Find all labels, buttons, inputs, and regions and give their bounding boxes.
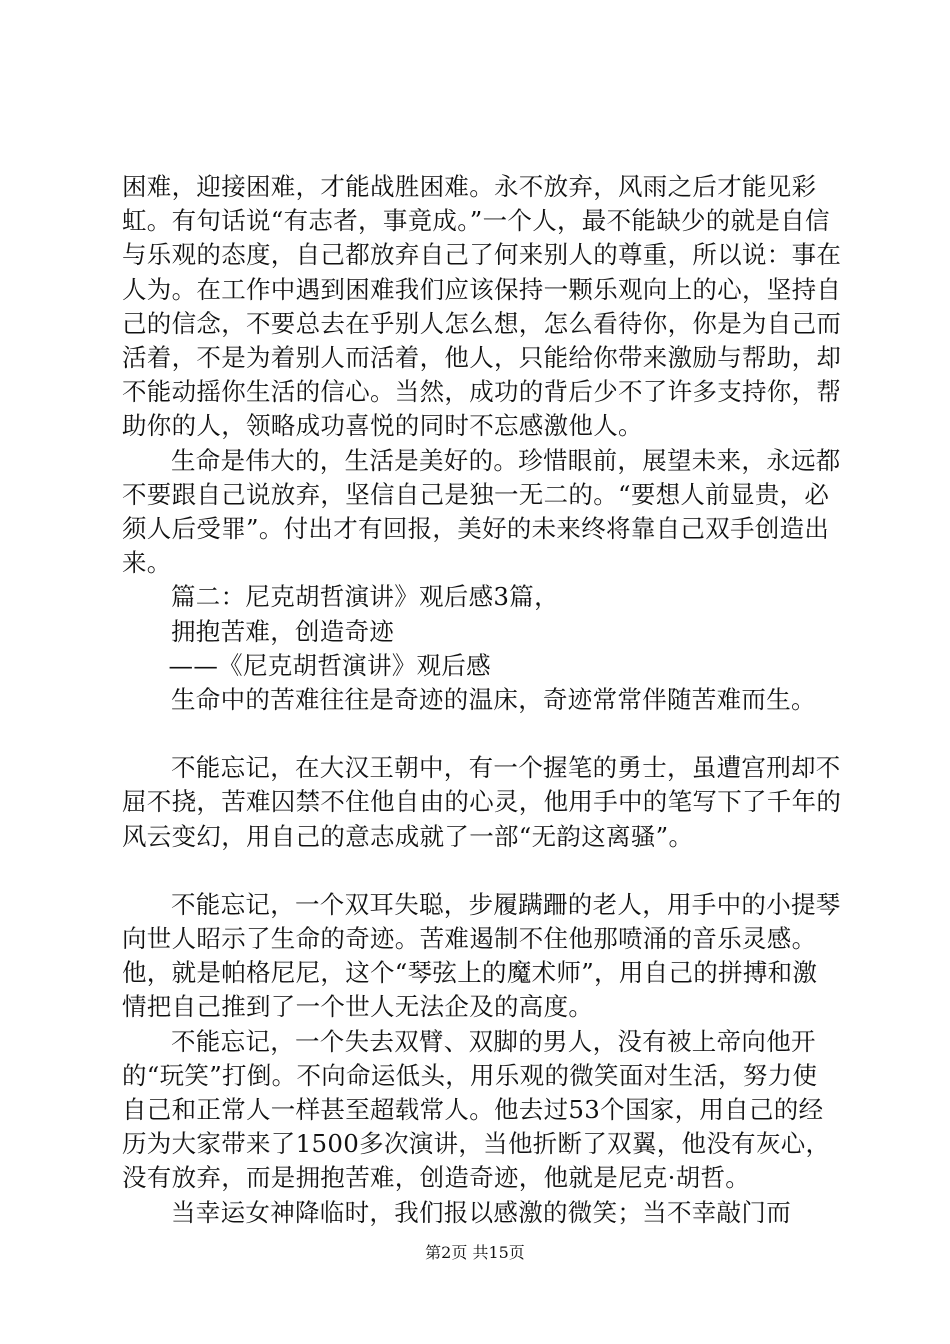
paragraph: 不能忘记，一个失去双臂、双脚的男人，没有被上帝向他开的“玩笑”打倒。不向命运低头，用乐观的微笑面对生活，努力使自己和正常人一样甚至超载常人。他去过53个国家，用自己的经历为大家带来了1500多次演讲，当他折断了双翼，他没有灰心，没有放弃，而是拥抱苦难，创造奇迹，他就是尼克·胡哲。: [122, 1026, 831, 1193]
essay-subtitle: ——《尼克胡哲演讲》观后感: [168, 650, 491, 680]
document-body: [122, 170, 842, 1230]
section-heading: 篇二：尼克胡哲演讲》观后感3篇，: [171, 582, 559, 612]
paragraph: 不能忘记，一个双耳失聪，步履蹒跚的老人，用手中的小提琴向世人昭示了生命的奇迹。苦难遏制不住他那喷涌的音乐灵感。他，就是帕格尼尼，这个“琴弦上的魔术师”，用自己的拼搏和激情把自己推到了一个世人无法企及的高度。: [122, 889, 841, 1022]
paragraph: 当幸运女神降临时，我们报以感激的微笑；当不幸敲门而: [171, 1197, 791, 1227]
paragraph: 生命是伟大的，生活是美好的。珍惜眼前，展望未来，永远都不要跟自己说放弃，坚信自己是独一无二的。“要想人前显贵，必须人后受罪”。付出才有回报，美好的未来终将靠自己双手创造出来。: [122, 445, 841, 578]
paragraph: 不能忘记，在大汉王朝中，有一个握笔的勇士，虽遭宫刑却不屈不挠，苦难囚禁不住他自由的心灵，他用手中的笔写下了千年的风云变幻，用自己的意志成就了一部“无韵这离骚”。: [122, 753, 842, 851]
essay-title: 拥抱苦难，创造奇迹: [171, 616, 395, 646]
page-footer: 第2页 共15页: [425, 1243, 525, 1262]
paragraph: 生命中的苦难往往是奇迹的温床，奇迹常常伴随苦难而生。: [171, 685, 816, 715]
paragraph-continuation: 困难，迎接困难，才能战胜困难。永不放弃，风雨之后才能见彩虹。有句话说“有志者，事竟成。”一个人，最不能缺少的就是自信与乐观的态度，自己都放弃自己了何来别人的尊重，所以说：事在人为。在工作中遇到困难我们应该保持一颗乐观向上的心，坚持自己的信念，不要总去在乎别人怎么想，怎么看待你，你是为自己而活着，不是为着别人而活着，他人，只能给你带来激励与帮助，却不能动摇你生活的信心。当然，成功的背后少不了许多支持你，帮助你的人，领略成功喜悦的同时不忘感激他人。: [122, 172, 842, 441]
